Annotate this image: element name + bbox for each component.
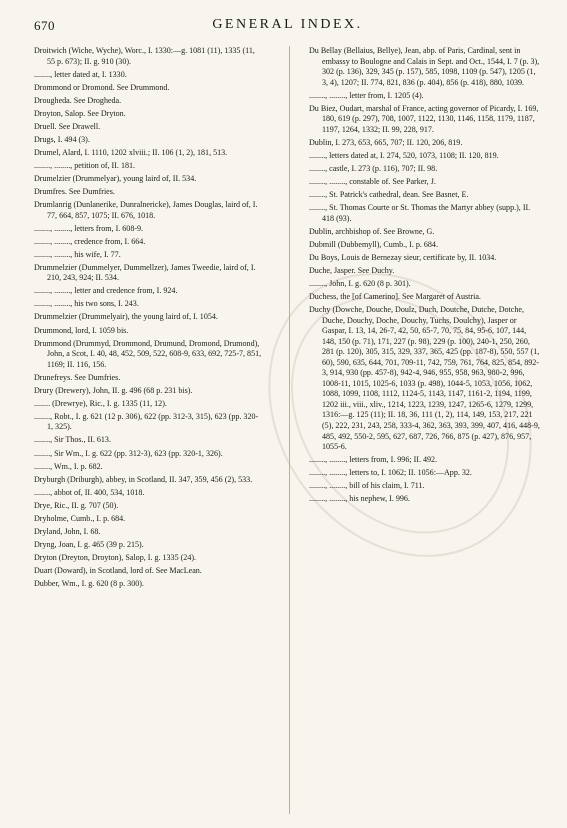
index-entry: Dryng, Joan, I. g. 465 (39 p. 215). <box>34 539 144 549</box>
index-column-left <box>34 46 262 592</box>
column-divider <box>289 46 290 814</box>
index-entry: ........ (Drewrye), Ric., I. g. 1335 (11, 12). <box>34 398 167 408</box>
page-header <box>34 16 541 36</box>
index-entry: Duchy (Dowche, Douche, Doulz, Duch, Doutche, Dutche, Dotche, Duche, Douchy, Doche, Douchy, Tuchs, Doulchy), Jasper or Gaspar, I. 13, 14, 26-7, 42, 50, 65-7, 70, 75, 84, 95-6, 107, 144, 148, 150 (p. 71), 171, 227 (p. 98), 229 (p. 100), 240-1, 250, 260, 281 (p. 120), 305, 315, 329, 337, 365, 425 (pp. 187-8), 550, 557 (1, 60), 590, 635, 644, 701, 709-11, 742, 759, 761, 764, 825, 854, 892-3, 914, 930 (pp. 457-8), 942-4, 946, 955, 958, 963, 980-2, 996, 1008-11, 1015, 1025-6, 1033 (p. 498), 1044-5, 1053, 1056, 1062, 1088, 1099, 1108, 1112, 1124-5, 1143, 1147, 1161-2, 1194, 1199, 1202 iii., viii., xliv., 1214, 1223, 1239, 1247, 1265-6, 1279, 1299, 1316:—g. 125 (11); II. 18, 36, 111 (1, 2), 114, 149, 153, 217, 221 (5), 222, 231, 243, 258, 333-4, 362, 363, 393, 399, 407, 416, 448-9, 485, 492, 550-2, 595, 627, 687, 726, 766, 875 (p. 427), 876, 957, 1055-6. <box>309 304 540 452</box>
index-entry: ........, ........, bill of his claim, I. 711. <box>309 481 425 491</box>
index-entry: Drommond or Dromond. See Drummond. <box>34 82 170 92</box>
index-entry: Dryton (Dreyton, Droyton), Salop, I. g. 1335 (24). <box>34 552 197 562</box>
index-entry: ........, ........, his nephew, I. 996. <box>309 494 410 504</box>
index-entry: Duchess, the [of Camerino]. See Margaret of Austria. <box>309 291 481 301</box>
index-entry: Drury (Drewery), John, II. g. 496 (68 p. 231 bis). <box>34 385 193 395</box>
index-entry: Drugs, I. 494 (3). <box>34 134 90 144</box>
index-entry: Dryburgh (Driburgh), abbey, in Scotland, II. 347, 359, 456 (2), 533. <box>34 474 253 484</box>
index-entry: Drumfres. See Dumfries. <box>34 187 115 197</box>
index-entry: Drye, Ric., II. g. 707 (50). <box>34 500 119 510</box>
index-entry: ........, ........, petition of, II. 181. <box>34 160 136 170</box>
index-entry: ........, ........, letters to, I. 1062; II. 1056:—App. 32. <box>309 468 472 478</box>
index-entry: Dubmill (Dubbemyll), Cumb., I. p. 684. <box>309 239 438 249</box>
index-entry: ........, letters dated at, I. 274, 520, 1073, 1108; II. 120, 819. <box>309 150 499 160</box>
index-entry: ........, ........, letter and credence from, I. 924. <box>34 286 178 296</box>
index-entry: Du Biez, Oudart, marshal of France, acting governor of Picardy, I. 169, 180, 619 (p. 297), 708, 1007, 1122, 1130, 1146, 1158, 1179, 1187, 1197, 1264, 1332; II. 99, 228, 917. <box>309 103 539 134</box>
index-entry: Drumel, Alard, I. 1110, 1202 xlviii.; II. 106 (1, 2), 181, 513. <box>34 147 228 157</box>
index-entry: ........, Robt., I. g. 621 (12 p. 306), 622 (pp. 312-3, 315), 623 (pp. 320-1, 325). <box>34 411 259 432</box>
index-entry: Drougheda. See Drogheda. <box>34 95 122 105</box>
index-entry: ........, ........, his two sons, I. 243. <box>34 299 139 309</box>
index-entry: ........, castle, I. 273 (p. 116), 707; II. 98. <box>309 163 438 173</box>
index-entry: ........, St. Patrick's cathedral, dean. See Basnet, E. <box>309 190 469 200</box>
page-number: 670 <box>34 18 55 33</box>
index-entry: ........, Wm., I. p. 682. <box>34 461 103 471</box>
index-entry: Drummelzier (Dummelyer, Dummellzer), James Tweedie, laird of, I. 210, 243, 924; II. 534. <box>34 262 256 283</box>
index-entry: Drummond (Drummyd, Drommond, Drumund, Dromond, Drumond), John, a Scot, I. 40, 48, 452, 509, 522, 608-9, 633, 692, 725-7, 851, 1169; II. 116, 156. <box>34 338 262 369</box>
index-entry: Dryholme, Cumb., I. p. 684. <box>34 513 126 523</box>
index-entry: ........, Sir Thos., II. 613. <box>34 435 111 445</box>
index-entry: Dublin, archbishop of. See Browne, G. <box>309 226 435 236</box>
index-entry: Du Boys, Louis de Bernezay sieur, certificate by, II. 1034. <box>309 252 497 262</box>
index-entry: ........, abbot of, II. 400, 534, 1018. <box>34 487 145 497</box>
index-entry: Duart (Doward), in Scotland, lord of. See MacLean. <box>34 565 202 575</box>
index-entry: ........, ........, letters from, I. 608-9. <box>34 223 144 233</box>
index-entry: ........, ........, credence from, I. 664. <box>34 236 146 246</box>
index-entry: Drummelzier (Drummelyair), the young laird of, I. 1054. <box>34 312 218 322</box>
index-entry: Duche, Jasper. See Duchy. <box>309 265 395 275</box>
index-entry: Drumelzier (Drummelyar), young laird of, II. 534. <box>34 173 197 183</box>
index-entry: Dublin, I. 273, 653, 665, 707; II. 120, 206, 819. <box>309 137 463 147</box>
index-entry: Droyton, Salop. See Dryton. <box>34 108 126 118</box>
index-entry: ........, ........, his wife, I. 77. <box>34 249 121 259</box>
index-column-right <box>309 46 541 507</box>
index-entry: ........, ........, constable of. See Parker, J. <box>309 177 436 187</box>
index-entry: Droitwich (Wiche, Wyche), Worc., I. 1330:—g. 1081 (11), 1335 (11, 55 p. 673); II. g. 910 (30). <box>34 46 255 66</box>
index-entry: ........, John, I. g. 620 (8 p. 301). <box>309 278 411 288</box>
index-entry: Dryland, John, I. 68. <box>34 526 101 536</box>
index-entry: Drummond, lord, I. 1059 bis. <box>34 325 129 335</box>
index-entry: Du Bellay (Bellaius, Bellye), Jean, abp. of Paris, Cardinal, sent in embassy to Boulogne and Calais in Sept. and Oct., 1544, I. 7 (p. 3), 302 (p. 136), 329, 345 (p. 157), 585, 1098, 1109 (p. 547), 1205 (1, 3, 4), 1207; II. 774, 821, 836 (p. 404), 856 (p. 418), 880, 1039. <box>309 46 540 87</box>
index-entry: ........, St. Thomas Courte or St. Thomas the Martyr abbey (supp.), II. 418 (93). <box>309 203 531 223</box>
index-entry: ........, Sir Wm., I. g. 622 (pp. 312-3), 623 (pp. 320-1, 326). <box>34 448 223 458</box>
index-entry: Drumlanrig (Dunlanerike, Dunralnericke), James Douglas, laird of, I. 77, 664, 857, 1075; II. 676, 1018. <box>34 200 258 220</box>
index-entry: Druell. See Drawell. <box>34 121 101 131</box>
index-entry: Drunefreys. See Dumfries. <box>34 372 121 382</box>
index-entry: Dubber, Wm., I. g. 620 (8 p. 300). <box>34 578 144 588</box>
index-entry: ........, letter dated at, I. 1330. <box>34 69 127 79</box>
index-entry: ........, ........, letters from, I. 996; II. 492. <box>309 455 438 465</box>
index-entry: ........, ........, letter from, I. 1205 (4). <box>309 90 424 100</box>
page-title: GENERAL INDEX. <box>212 17 363 32</box>
